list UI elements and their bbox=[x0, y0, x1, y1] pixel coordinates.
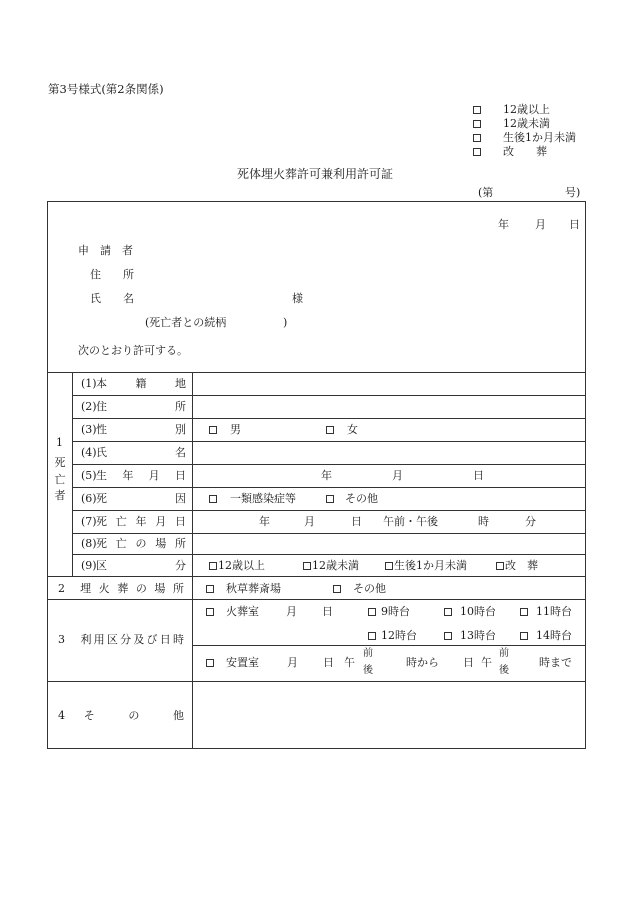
age-option[interactable]: 改 葬 bbox=[473, 146, 547, 157]
checkbox-icon[interactable] bbox=[444, 632, 452, 640]
death-ampm-label: 午前・午後 bbox=[383, 515, 438, 528]
divider bbox=[72, 441, 586, 442]
row-no: (7) bbox=[81, 515, 97, 528]
row-label-honseki: 本 籍 地 bbox=[96, 377, 186, 390]
checkbox-icon[interactable] bbox=[520, 608, 528, 616]
row-no: (9) bbox=[81, 559, 97, 572]
document-title: 死体埋火葬許可兼利用許可証 bbox=[236, 167, 393, 181]
relation-open: (死亡者との続柄 bbox=[145, 316, 227, 329]
row-no: (2) bbox=[81, 400, 97, 413]
sex-male-option[interactable]: 男 bbox=[209, 424, 241, 435]
row-label-death-datetime: 死 亡 年 月 日 bbox=[96, 515, 186, 528]
checkbox-icon[interactable] bbox=[473, 120, 481, 128]
row-label-name: 氏 名 bbox=[96, 446, 186, 459]
row-label-death-place: 死 亡 の 場 所 bbox=[96, 537, 186, 550]
checkbox-icon[interactable] bbox=[473, 134, 481, 142]
divider bbox=[72, 510, 586, 511]
divider bbox=[72, 487, 586, 488]
row-no: (5) bbox=[81, 469, 97, 482]
reposing-day-until-label: 日 bbox=[463, 656, 474, 669]
section4-label: 4 そ の 他 bbox=[58, 709, 184, 722]
permit-number-prefix: (第 bbox=[478, 186, 494, 199]
divider bbox=[47, 599, 586, 600]
reposing-ato-from-label: 後 bbox=[363, 665, 373, 676]
cause-other-option[interactable]: その他 bbox=[326, 493, 378, 504]
checkbox-icon[interactable] bbox=[496, 562, 504, 570]
relation-close: ) bbox=[283, 316, 288, 329]
checkbox-icon[interactable] bbox=[326, 426, 334, 434]
applicant-address-label: 住 所 bbox=[90, 268, 134, 281]
row-label-cause: 死 因 bbox=[96, 492, 186, 505]
checkbox-icon[interactable] bbox=[209, 562, 217, 570]
section2-label: 2 埋 火 葬 の 場 所 bbox=[58, 582, 184, 595]
checkbox-icon[interactable] bbox=[209, 495, 217, 503]
divider bbox=[72, 464, 586, 465]
issue-year-label: 年 bbox=[498, 218, 509, 231]
dob-month-label: 月 bbox=[392, 469, 403, 482]
burial-akikusa-option[interactable]: 秋草葬斎場 bbox=[206, 583, 281, 594]
checkbox-icon[interactable] bbox=[206, 585, 214, 593]
section1-label: 死亡者 bbox=[54, 456, 66, 502]
section3-label: 3 利用区分及び日時 bbox=[58, 633, 184, 646]
death-month-label: 月 bbox=[304, 515, 315, 528]
category-option[interactable]: 改 葬 bbox=[496, 560, 538, 571]
checkbox-icon[interactable] bbox=[303, 562, 311, 570]
divider bbox=[72, 418, 586, 419]
time-slot-option[interactable]: 9時台 bbox=[368, 606, 410, 617]
form-number: 第3号様式(第2条関係) bbox=[48, 82, 164, 96]
checkbox-icon[interactable] bbox=[209, 426, 217, 434]
checkbox-icon[interactable] bbox=[206, 659, 214, 667]
divider bbox=[72, 372, 73, 576]
honorific-sama: 様 bbox=[292, 292, 303, 305]
row-no: (6) bbox=[81, 492, 97, 505]
issue-month-label: 月 bbox=[535, 218, 546, 231]
reposing-go-from-label: 午 bbox=[344, 656, 355, 669]
divider bbox=[47, 576, 586, 577]
issue-day-label: 日 bbox=[569, 218, 580, 231]
row-no: (1) bbox=[81, 377, 97, 390]
cremation-month-label: 月 bbox=[286, 605, 297, 618]
reposing-day-from-label: 日 bbox=[323, 656, 334, 669]
cremation-day-label: 日 bbox=[322, 605, 333, 618]
checkbox-icon[interactable] bbox=[444, 608, 452, 616]
checkbox-icon[interactable] bbox=[368, 632, 376, 640]
time-slot-option[interactable]: 11時台 bbox=[520, 606, 572, 617]
divider bbox=[72, 533, 586, 534]
permit-number-suffix: 号) bbox=[565, 186, 581, 199]
category-option[interactable]: 12歳以上 bbox=[209, 560, 265, 571]
divider bbox=[72, 554, 586, 555]
category-option[interactable]: 12歳未満 bbox=[303, 560, 359, 571]
cremation-room-option[interactable]: 火葬室 bbox=[206, 606, 259, 617]
row-no: (8) bbox=[81, 537, 97, 550]
row-no: (3) bbox=[81, 423, 97, 436]
time-slot-option[interactable]: 10時台 bbox=[444, 606, 496, 617]
checkbox-icon[interactable] bbox=[326, 495, 334, 503]
reposing-go-until-label: 午 bbox=[481, 656, 492, 669]
age-option[interactable]: 12歳未満 bbox=[473, 118, 550, 129]
divider bbox=[192, 645, 586, 646]
row-no: (4) bbox=[81, 446, 97, 459]
checkbox-icon[interactable] bbox=[368, 608, 376, 616]
reposing-month-label: 月 bbox=[287, 656, 298, 669]
dob-day-label: 日 bbox=[473, 469, 484, 482]
row-label-address: 住 所 bbox=[96, 400, 186, 413]
reposing-from-label: 時から bbox=[406, 656, 439, 669]
checkbox-icon[interactable] bbox=[520, 632, 528, 640]
checkbox-icon[interactable] bbox=[385, 562, 393, 570]
death-minute-label: 分 bbox=[525, 515, 536, 528]
reposing-zen-until-label: 前 bbox=[499, 648, 509, 659]
dob-year-label: 年 bbox=[321, 469, 332, 482]
checkbox-icon[interactable] bbox=[206, 608, 214, 616]
checkbox-icon[interactable] bbox=[473, 148, 481, 156]
checkbox-icon[interactable] bbox=[333, 585, 341, 593]
age-option[interactable]: 12歳以上 bbox=[473, 104, 550, 115]
reposing-zen-from-label: 前 bbox=[363, 648, 373, 659]
divider bbox=[47, 681, 586, 682]
death-day-label: 日 bbox=[351, 515, 362, 528]
death-hour-label: 時 bbox=[478, 515, 489, 528]
category-option[interactable]: 生後1か月未満 bbox=[385, 560, 467, 571]
checkbox-icon[interactable] bbox=[473, 106, 481, 114]
death-year-label: 年 bbox=[259, 515, 270, 528]
divider bbox=[192, 372, 193, 749]
row-label-category: 区 分 bbox=[96, 559, 186, 572]
time-slot-option[interactable]: 13時台 bbox=[444, 630, 496, 641]
applicant-heading: 申 請 者 bbox=[78, 244, 133, 257]
reposing-room-option[interactable]: 安置室 bbox=[206, 657, 259, 668]
cause-infectious-option[interactable]: 一類感染症等 bbox=[209, 493, 296, 504]
applicant-name-label: 氏 名 bbox=[90, 292, 134, 305]
reposing-ato-until-label: 後 bbox=[499, 665, 509, 676]
time-slot-option[interactable]: 14時台 bbox=[520, 630, 572, 641]
section1-number: 1 bbox=[56, 436, 63, 449]
divider bbox=[72, 395, 586, 396]
sex-female-option[interactable]: 女 bbox=[326, 424, 358, 435]
permit-statement: 次のとおり許可する。 bbox=[78, 344, 188, 357]
row-label-sex: 性 別 bbox=[96, 423, 186, 436]
burial-other-option[interactable]: その他 bbox=[333, 583, 386, 594]
time-slot-option[interactable]: 12時台 bbox=[368, 630, 417, 641]
divider bbox=[47, 372, 586, 373]
row-label-dob: 生 年 月 日 bbox=[96, 469, 186, 482]
reposing-until-label: 時まで bbox=[539, 656, 572, 669]
age-option[interactable]: 生後1か月未満 bbox=[473, 132, 576, 143]
